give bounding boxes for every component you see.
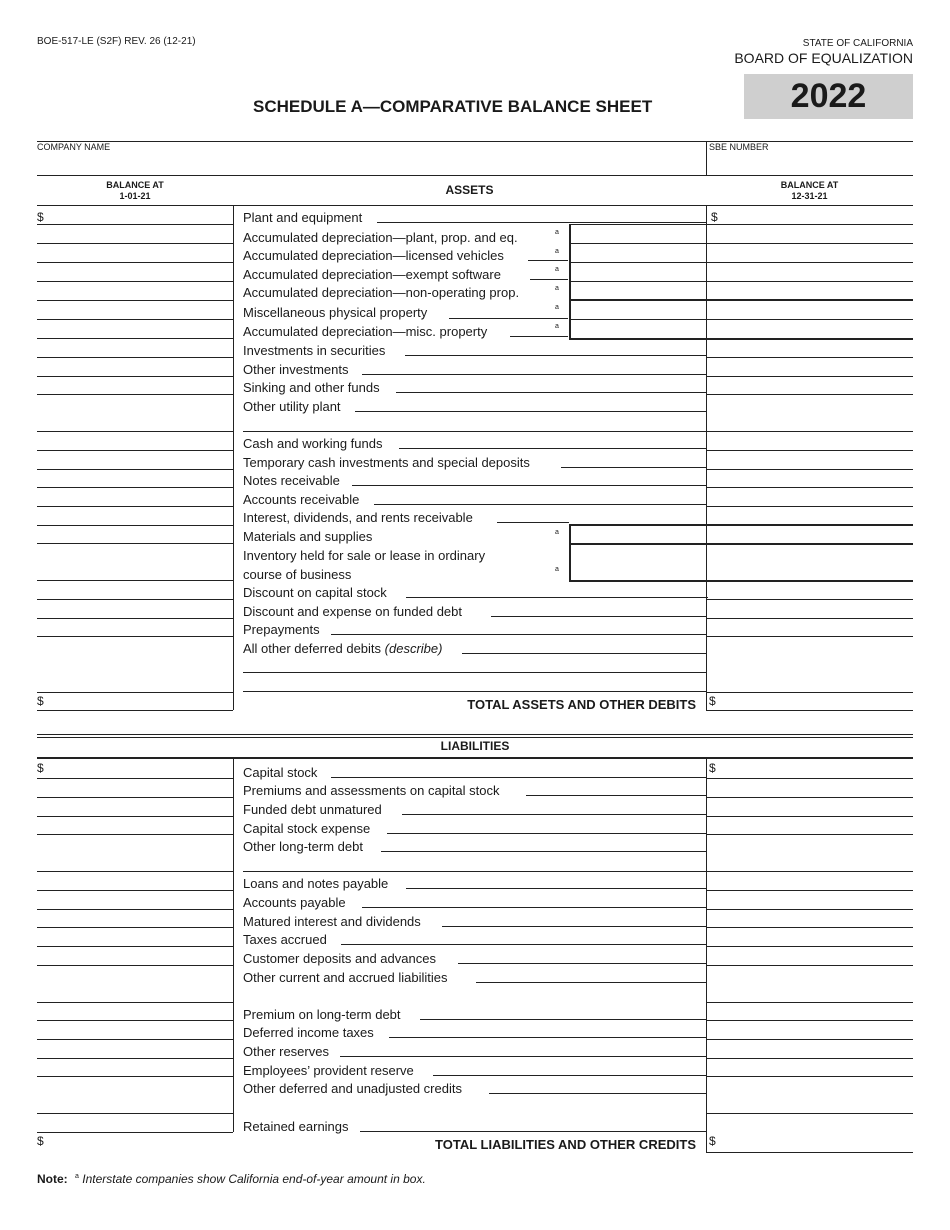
asset-item: Plant and equipment [243,210,363,225]
asset-item: Investments in securities [243,343,386,358]
dollar-sign: $ [709,694,716,708]
balance-end-header: BALANCE AT 12-31-21 [780,180,839,201]
asset-item: Accounts receivable [243,492,360,507]
company-name-label: COMPANY NAME [37,142,111,152]
form-id: BOE-517-LE (S2F) REV. 26 (12-21) [37,36,196,47]
dollar-sign: $ [37,210,44,224]
board-label: BOARD OF EQUALIZATION [734,50,913,66]
note-text: Interstate companies show California end-of-year amount in box. [82,1172,426,1186]
page-title: SCHEDULE A—COMPARATIVE BALANCE SHEET [253,97,653,116]
note-label: Note: [37,1172,68,1186]
note-mark: a [75,1173,79,1180]
asset-item: Prepayments [243,622,320,637]
asset-item: course of business [243,567,352,582]
asset-item: All other deferred debits (describe) [243,641,443,656]
liability-item: Matured interest and dividends [243,914,421,929]
state-label: STATE OF CALIFORNIA [802,38,913,49]
asset-item: Accumulated depreciation—licensed vehicles [243,248,504,263]
liability-item: Premiums and assessments on capital stock [243,783,500,798]
liability-item: Funded debt unmatured [243,802,382,817]
total-assets-label: TOTAL ASSETS AND OTHER DEBITS [467,697,696,712]
dollar-sign: $ [37,1134,44,1148]
asset-item: Miscellaneous physical property [243,305,428,320]
asset-item: Materials and supplies [243,529,373,544]
footnote-mark: a [555,285,559,292]
sbe-number-label: SBE NUMBER [709,142,769,152]
footnote-mark: a [555,248,559,255]
footnote [37,1172,426,1186]
liability-item: Other long-term debt [243,839,363,854]
asset-item: Discount and expense on funded debt [243,604,463,619]
liability-item: Premium on long-term debt [243,1007,401,1022]
asset-item: Accumulated depreciation—misc. property [243,324,488,339]
company-name-field[interactable] [37,154,705,174]
asset-item: Other investments [243,362,349,377]
asset-item: Accumulated depreciation—plant, prop. and eq. [243,230,518,245]
year-box [744,74,913,119]
liability-item: Loans and notes payable [243,876,389,891]
year-label: 2022 [790,77,867,115]
sbe-number-field[interactable] [709,154,912,174]
dollar-sign: $ [711,210,718,224]
liability-item: Taxes accrued [243,932,327,947]
dollar-sign: $ [709,761,716,775]
liability-item: Other current and accrued liabilities [243,970,448,985]
liability-item: Other deferred and unadjusted credits [243,1081,462,1096]
asset-item: Interest, dividends, and rents receivable [243,510,473,525]
balance-start-header: BALANCE AT 1-01-21 [106,180,164,201]
dollar-sign: $ [37,694,44,708]
footnote-mark: a [555,566,559,573]
liability-item: Capital stock [243,765,318,780]
footnote-mark: a [555,304,559,311]
footnote-mark: a [555,323,559,330]
liability-item: Capital stock expense [243,821,371,836]
liability-item: Deferred income taxes [243,1025,374,1040]
asset-item: Sinking and other funds [243,380,380,395]
asset-item: Discount on capital stock [243,585,387,600]
total-liabilities-label: TOTAL LIABILITIES AND OTHER CREDITS [435,1137,696,1152]
assets-heading: ASSETS [445,183,494,197]
liability-item: Employees’ provident reserve [243,1063,414,1078]
footnote-mark: a [555,229,559,236]
asset-item: Cash and working funds [243,436,383,451]
liability-item: Customer deposits and advances [243,951,436,966]
liabilities-heading: LIABILITIES [440,739,510,753]
footnote-mark: a [555,266,559,273]
asset-item: Accumulated depreciation—exempt software [243,267,501,282]
liability-item: Retained earnings [243,1119,349,1134]
asset-item: Temporary cash investments and special deposits [243,455,530,470]
liability-item: Other reserves [243,1044,329,1059]
asset-item: Accumulated depreciation—non-operating prop. [243,285,520,300]
asset-item: Inventory held for sale or lease in ordinary [243,548,486,563]
dollar-sign: $ [709,1134,716,1148]
liability-item: Accounts payable [243,895,346,910]
dollar-sign: $ [37,761,44,775]
footnote-mark: a [555,529,559,536]
asset-item: Other utility plant [243,399,341,414]
asset-item: Notes receivable [243,473,340,488]
